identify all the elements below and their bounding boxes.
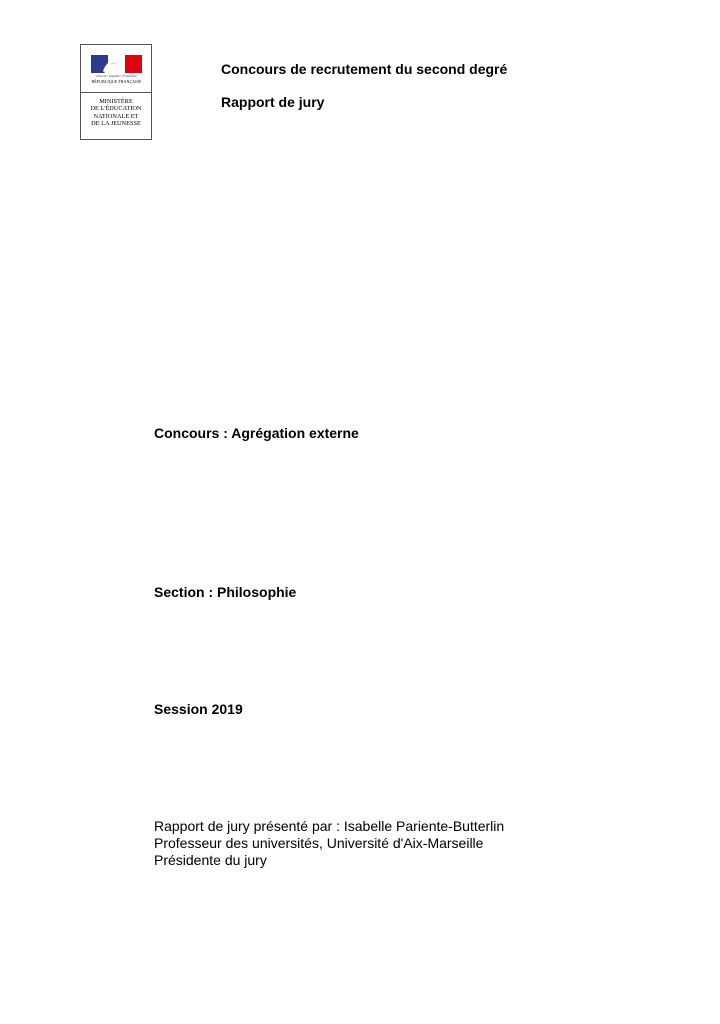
marianne-flag-icon [91,55,142,73]
section-heading: Section : Philosophie [154,584,297,600]
ministry-name [83,98,149,128]
ministry-name-line: DE L'ÉDUCATION [90,105,142,113]
ministry-name-line: NATIONALE ET [93,112,139,120]
session-heading: Session 2019 [154,701,243,717]
presenter-block [154,818,504,869]
ministry-name-line: DE LA JEUNESSE [91,120,141,128]
presenter-role: Présidente du jury [154,852,267,868]
ministry-name-line: MINISTÈRE [99,98,133,105]
logo-divider [81,92,151,93]
ministry-logo [80,44,152,140]
concours-heading: Concours : Agrégation externe [154,425,359,441]
document-subtitle: Rapport de jury [221,94,325,110]
presenter-line: Rapport de jury présenté par : Isabelle Pariente-Butterlin [154,818,505,834]
document-title: Concours de recrutement du second degré [221,61,508,77]
presenter-affiliation: Professeur des universités, Université d'Aix-Marseille [154,835,484,851]
republic-label: RÉPUBLIQUE FRANÇAISE [91,79,142,84]
republic-motto: Liberté • Égalité • Fraternité [96,74,137,78]
